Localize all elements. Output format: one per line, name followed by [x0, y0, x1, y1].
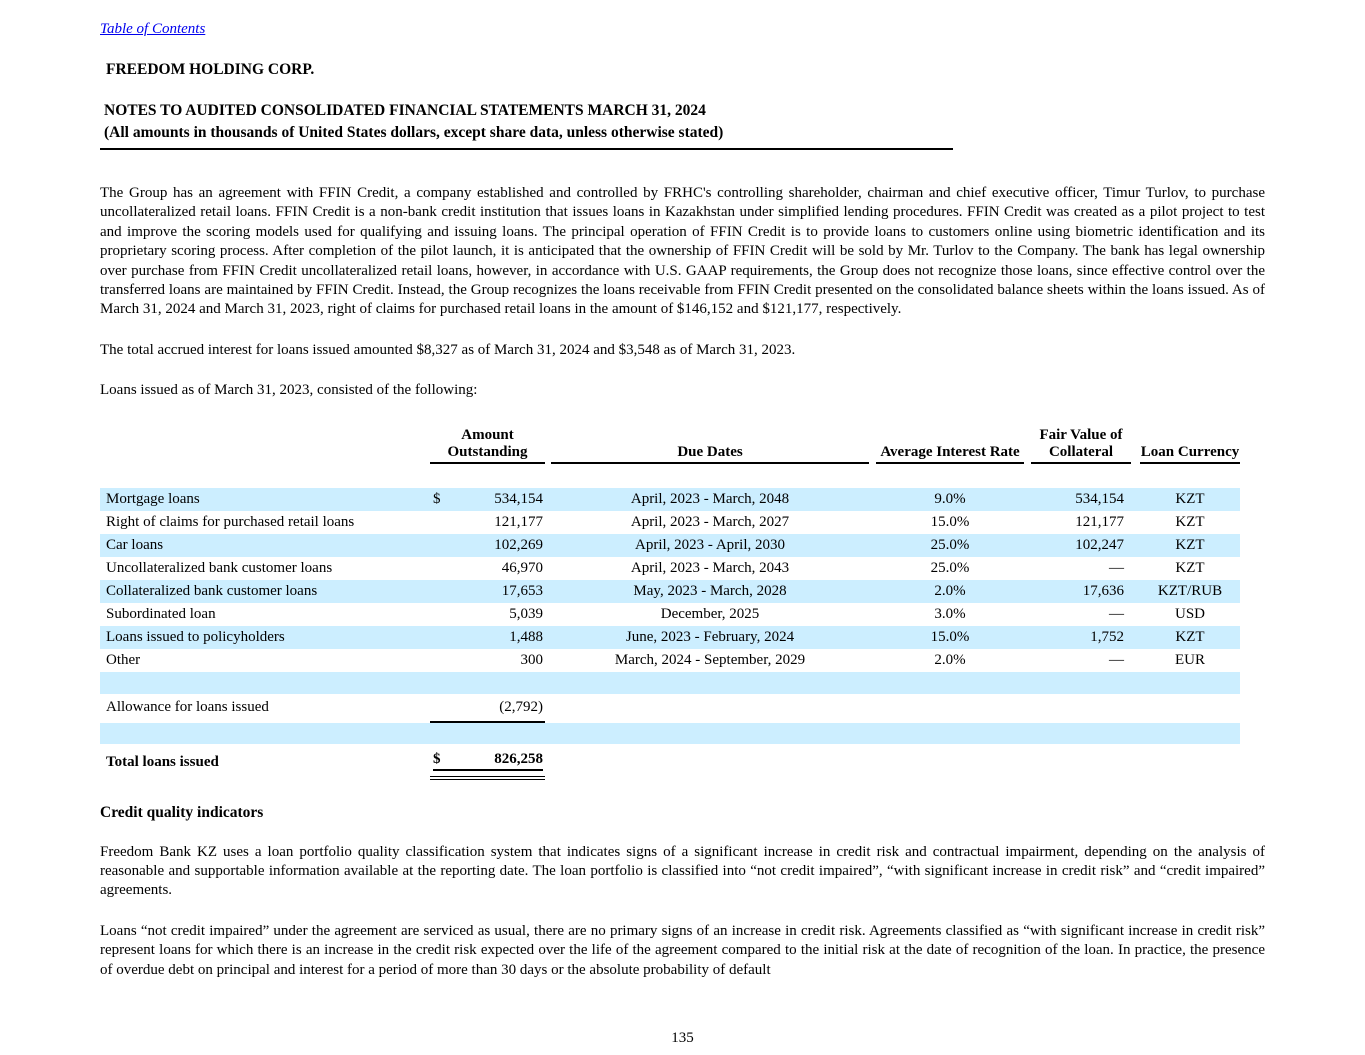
due-dates-cell: December, 2025	[660, 605, 760, 622]
currency-cell: KZT	[1140, 626, 1240, 649]
table-header-row	[100, 427, 1240, 463]
loan-type-cell: Total loans issued	[106, 754, 219, 771]
col-header-fair-value-of-collateral: Fair Value of Collateral	[1031, 427, 1131, 463]
currency-cell: KZT	[1140, 534, 1240, 557]
amount-cell: 17,653	[448, 580, 545, 603]
due-dates-cell: June, 2023 - February, 2024	[551, 626, 869, 649]
interest-rate-cell: 15.0%	[876, 626, 1024, 649]
col-header-loan-currency: Loan Currency	[1140, 427, 1240, 463]
table-row-right-of-claims	[100, 511, 1240, 534]
collateral-cell: —	[1109, 559, 1125, 576]
col-header-due-dates: Due Dates	[551, 427, 869, 463]
table-row-collateralized-bank-customer-loans	[100, 580, 1240, 603]
loan-type-cell: Loans issued to policyholders	[100, 626, 430, 649]
header-gap-row	[100, 463, 1240, 488]
table-row-loans-issued-to-policyholders	[100, 626, 1240, 649]
collateral-cell: 17,636	[1031, 580, 1131, 603]
due-dates-cell: May, 2023 - March, 2028	[551, 580, 869, 603]
paragraph-credit-quality-2: Loans “not credit impaired” under the agreement are serviced as usual, there are no primary signs of an increase in credit risk. Agreements classified as “with significant increase in credit risk” represent loans for which there is an increase in the credit risk expected over the life of the agreement compared to the initial risk at the date of recognition of the loan. In practice, the presence of overdue debt on principal and interest for a period of more than 30 days or the absolute probability of default	[100, 922, 1265, 978]
collateral-cell: 1,752	[1031, 626, 1131, 649]
dollar-sign-cell	[430, 694, 448, 722]
table-row-car-loans	[100, 534, 1240, 557]
document-page	[100, 0, 1265, 1047]
dollar-sign-cell	[430, 626, 448, 649]
loan-type-cell: Subordinated loan	[106, 605, 216, 622]
table-row-total-loans-issued	[100, 748, 1240, 778]
amount-cell: 46,970	[501, 559, 544, 576]
spacer-row	[100, 672, 1240, 694]
page-number: 135	[671, 1030, 694, 1047]
currency-cell: KZT	[1175, 513, 1205, 530]
spacer-row	[100, 722, 1240, 744]
due-dates-cell: April, 2023 - April, 2030	[551, 534, 869, 557]
collateral-cell: 121,177	[1075, 513, 1125, 530]
dollar-sign-cell	[430, 511, 448, 534]
paragraph-ffin-credit: The Group has an agreement with FFIN Credit, a company established and controlled by FRHC's controlling shareholder, chairman and chief executive officer, Timur Turlov, to purchase uncollateralized retail loans. FFIN Credit is a non-bank credit institution that issues loans in Kazakhstan under simplified lending procedures. FFIN Credit was created as a pilot project to test and improve the scoring models used for qualifying and issuing loans. The principal operation of FFIN Credit is to provide loans to customers online using biometric identification and its proprietary scoring process. After completion of the pilot launch, it is anticipated that the ownership of FFIN Credit will be sold by Mr. Turlov to the Company. The bank has legal ownership over purchase from FFIN Credit uncollateralized retail loans, however, in accordance with U.S. GAAP requirements, the Group does not recognize those loans, since effective control over the transferred loans are maintained by FFIN Credit. Instead, the Group recognizes the loans receivable from FFIN Credit presented on the consolidated balance sheets within the loans issued. As of March 31, 2024 and March 31, 2023, right of claims for purchased retail loans in the amount of $146,152 and $121,177, respectively.	[100, 185, 1265, 318]
table-row-uncollateralized-bank-customer-loans	[100, 557, 1240, 580]
document-title	[100, 100, 953, 150]
company-name: FREEDOM HOLDING CORP.	[106, 61, 315, 78]
interest-rate-cell: 25.0%	[930, 559, 970, 576]
loan-type-cell: Right of claims for purchased retail loans	[106, 513, 355, 530]
dollar-sign-cell	[430, 603, 448, 626]
amount-cell: (2,792)	[448, 694, 545, 722]
loan-type-cell: Allowance for loans issued	[106, 699, 269, 716]
amount-cell: 534,154	[448, 488, 545, 511]
col-header-average-interest-rate: Average Interest Rate	[876, 427, 1024, 463]
collateral-cell: —	[1109, 605, 1125, 622]
interest-rate-cell: 9.0%	[876, 488, 1024, 511]
loan-type-cell: Mortgage loans	[100, 488, 430, 511]
loan-type-cell: Uncollateralized bank customer loans	[106, 559, 333, 576]
due-dates-cell: March, 2024 - September, 2029	[614, 651, 806, 668]
amount-cell: 102,269	[448, 534, 545, 557]
interest-rate-cell: 2.0%	[876, 580, 1024, 603]
currency-cell: KZT	[1175, 559, 1205, 576]
interest-rate-cell: 3.0%	[934, 605, 966, 622]
loans-issued-table	[100, 427, 1240, 780]
title-line-1: NOTES TO AUDITED CONSOLIDATED FINANCIAL STATEMENTS MARCH 31, 2024	[104, 102, 706, 119]
amount-cell: 121,177	[494, 513, 544, 530]
currency-cell: USD	[1175, 605, 1206, 622]
amount-cell: 5,039	[509, 605, 544, 622]
paragraph-accrued-interest: The total accrued interest for loans issued amounted $8,327 as of March 31, 2024 and $3,548 as of March 31, 2023.	[100, 341, 796, 358]
dollar-sign-cell	[430, 534, 448, 557]
collateral-cell: 102,247	[1031, 534, 1131, 557]
col-header-blank	[100, 427, 430, 463]
table-row-other	[100, 649, 1240, 672]
currency-cell: EUR	[1175, 651, 1206, 668]
table-row-mortgage-loans	[100, 488, 1240, 511]
title-line-2: (All amounts in thousands of United States dollars, except share data, unless otherwise stated)	[104, 123, 724, 141]
credit-quality-indicators-heading: Credit quality indicators	[100, 803, 264, 821]
loan-type-cell: Car loans	[100, 534, 430, 557]
loan-type-cell: Other	[106, 651, 141, 668]
paragraph-loans-intro: Loans issued as of March 31, 2023, consisted of the following:	[100, 382, 478, 399]
table-of-contents-link[interactable]: Table of Contents	[100, 21, 206, 37]
loan-type-cell: Collateralized bank customer loans	[100, 580, 430, 603]
collateral-cell: —	[1109, 651, 1125, 668]
due-dates-cell: April, 2023 - March, 2043	[630, 559, 790, 576]
due-dates-cell: April, 2023 - March, 2027	[630, 513, 790, 530]
dollar-sign-cell	[430, 649, 448, 672]
due-dates-cell: April, 2023 - March, 2048	[551, 488, 869, 511]
collateral-cell: 534,154	[1031, 488, 1131, 511]
amount-cell: 826,258	[448, 748, 545, 778]
interest-rate-cell: 15.0%	[930, 513, 970, 530]
amount-cell: 300	[520, 651, 544, 668]
dollar-sign-cell	[430, 580, 448, 603]
paragraph-credit-quality-1: Freedom Bank KZ uses a loan portfolio quality classification system that indicates signs of a significant increase in credit risk and contractual impairment, depending on the analysis of reasonable and supportable information available at the reporting date. The loan portfolio is classified into “not credit impaired”, “with significant increase in credit risk” and “credit impaired” agreements.	[100, 843, 1265, 899]
amount-cell: 1,488	[448, 626, 545, 649]
currency-cell: KZT	[1140, 488, 1240, 511]
currency-cell: KZT/RUB	[1140, 580, 1240, 603]
col-header-amount-outstanding: Amount Outstanding	[430, 427, 545, 463]
table-row-allowance-for-loans-issued	[100, 694, 1240, 722]
dollar-sign-cell: $	[430, 488, 448, 511]
dollar-sign-cell: $	[430, 748, 448, 778]
dollar-sign-cell	[430, 557, 448, 580]
interest-rate-cell: 2.0%	[934, 651, 966, 668]
table-row-subordinated-loan	[100, 603, 1240, 626]
interest-rate-cell: 25.0%	[876, 534, 1024, 557]
